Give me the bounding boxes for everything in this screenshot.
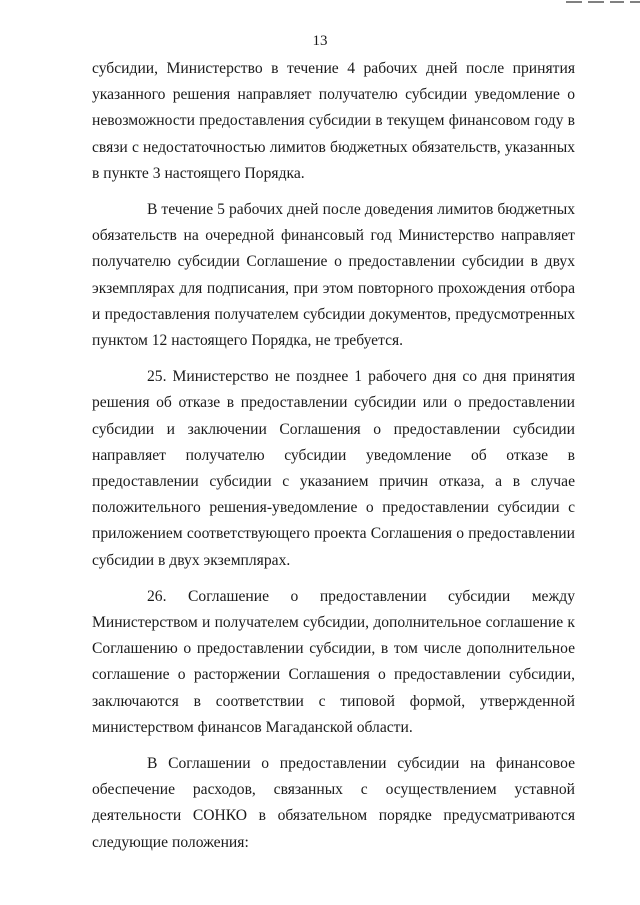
scan-corner-marks xyxy=(560,0,640,14)
paragraph-continuation: субсидии, Министерство в течение 4 рабочих дней после принятия указанного решения направляет получателю субсидии уведомление о невозможности предоставления субсидии в текущем финансовом году в связи с недостаточностью лимитов бюджетных обязательств, указанных в пункте 3 настоящего Порядка. xyxy=(92,60,575,182)
paragraph-limits: В течение 5 рабочих дней после доведения лимитов бюджетных обязательств на очередной финансовый год Министерство направляет получателю субсидии Соглашение о предоставлении субсидии в двух экземплярах для подписания, при этом повторного прохождения отбора и предоставления получателем субсидии документов, предусмотренных пунктом 12 настоящего Порядка, не требуется. xyxy=(92,201,575,350)
paragraph-agreement-provisions: В Соглашении о предоставлении субсидии на финансовое обеспечение расходов, связанных с осуществлением уставной деятельности СОНКО в обязательном порядке предусматриваются следующие положения: xyxy=(92,755,575,851)
document-body xyxy=(92,56,575,856)
paragraph-item-25: 25. Министерство не позднее 1 рабочего дня со дня принятия решения об отказе в предоставлении субсидии или о предоставлении субсидии и заключении Соглашения о предоставлении субсидии направляет получателю субсидии уведомление об отказе в предоставлении субсидии с указанием причин отказа, а в случае положительного решения-уведомление о предоставлении субсидии с приложением соответствующего проекта Соглашения о предоставлении субсидии в двух экземплярах. xyxy=(92,368,575,569)
page-number: 13 xyxy=(312,33,328,49)
paragraph-item-26: 26. Соглашение о предоставлении субсидии между Министерством и получателем субсидии, дополнительное соглашение к Соглашению о предоставлении субсидии, в том числе дополнительное соглашение о расторжении Соглашения о предоставлении субсидии, заключаются в соответствии с типовой формой, утвержденной министерством финансов Магаданской области. xyxy=(92,587,575,736)
